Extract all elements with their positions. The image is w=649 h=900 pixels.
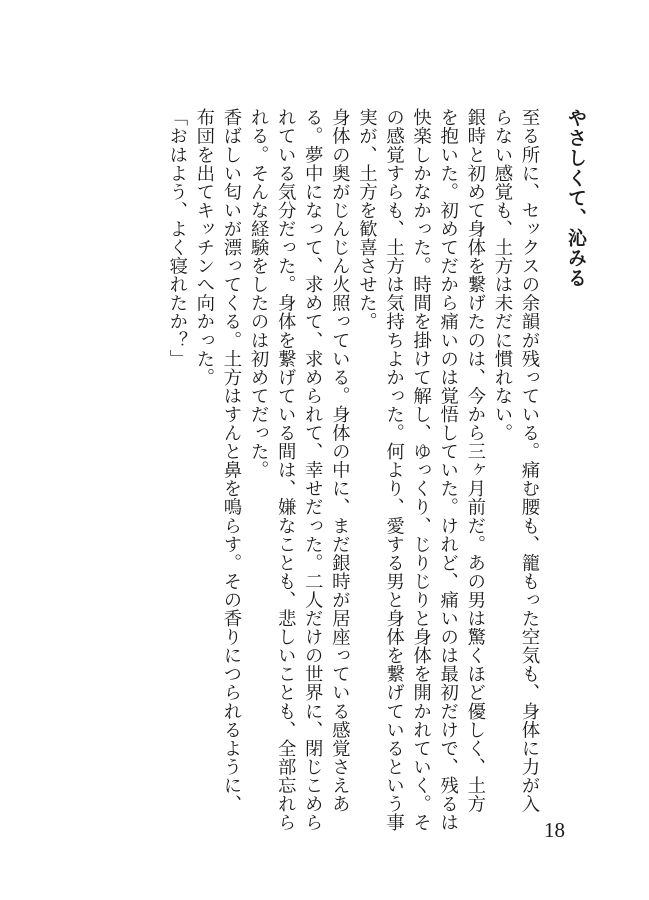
text-line: 香ばしい匂いが漂ってくる。土方はすんと鼻を鳴らす。その香りにつられるように、 (220, 108, 242, 813)
text-line: る。夢中になって、求めて、求められて、幸せだった。二人だけの世界に、閉じこめら (302, 108, 324, 832)
text-line: 布団を出てキッチンへ向かった。 (193, 108, 215, 387)
text-line: 身体の奥がじんじん火照っている。身体の中に、まだ銀時が居座っている感覚さえあ (329, 108, 351, 813)
text-line: 実が、土方を歓喜させた。 (356, 108, 378, 331)
page-number: 18 (544, 818, 565, 842)
text-line: らない感覚も、土方は未だに慣れない。 (491, 108, 513, 442)
text-line: れる。そんな経験をしたのは初めてだった。 (248, 108, 270, 479)
chapter-title: やさしくて、沁みる (565, 108, 587, 288)
text-line: 至る所に、セックスの余韻が残っている。痛む腰も、籠もった空気も、身体に力が入 (519, 108, 540, 813)
text-line: 「おはよう、よく寝れたか？」 (166, 108, 188, 368)
text-line: れている気分だった。身体を繋げている間は、嫌なことも、悲しいことも、全部忘れら (275, 108, 297, 832)
body-text (164, 108, 543, 832)
text-line: の感覚すらも、土方は気持ちよかった。何より、愛する男と身体を繋げているという事 (383, 108, 405, 832)
text-line: 快楽しかなかった。時間を掛けて解し、ゆっくり、じりじりと身体を開かれていく。そ (410, 108, 432, 832)
text-line: を抱いた。初めてだから痛いのは覚悟していた。けれど、痛いのは最初だけで、残るは (437, 108, 459, 832)
text-line: 銀時と初めて身体を繋げたのは、今から三ヶ月前だ。あの男は驚くほど優しく、土方 (464, 108, 486, 813)
